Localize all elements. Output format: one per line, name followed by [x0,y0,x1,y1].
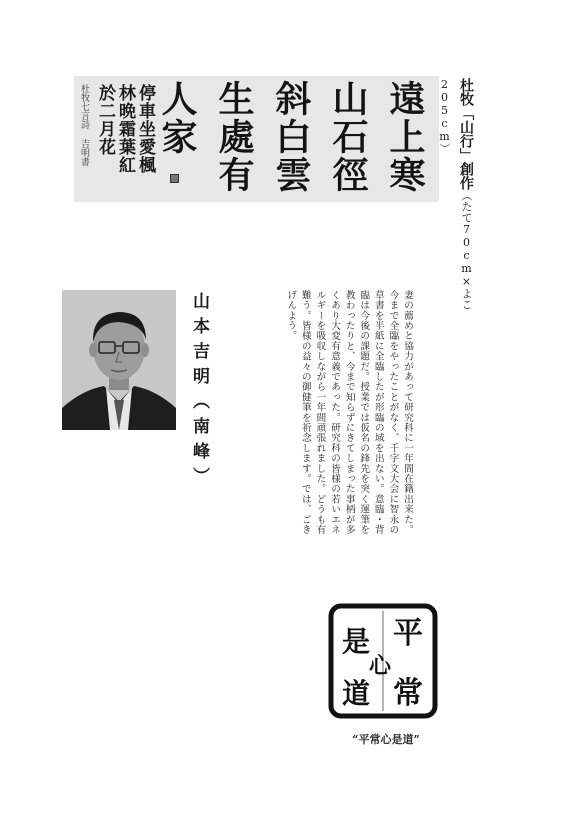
seal-impression [328,603,438,719]
calligraphy-column-5: 人家 [156,80,198,156]
artwork-title: 杜牧「山行」創作 [458,78,474,190]
calligraphy-small-column-2: 林晩霜葉紅 [115,84,135,174]
seal-char-4: 是 [341,625,371,658]
seal-char-3: 心 [368,653,392,679]
calligraphy-small-column-1: 停車坐愛楓 [135,84,155,174]
seal-char-2: 常 [393,676,423,711]
calligraphy-column-2: 山石徑 [327,80,369,194]
essay-text [252,290,414,540]
artwork-caption [438,78,477,318]
seal-caption: “平常心是道” [352,733,420,746]
calligraphy-column-1: 遠上寒 [384,80,426,194]
seal-char-1: 平 [393,616,423,651]
artwork-size: （たて70cm×よこ205cm） [438,78,473,310]
calligraphy-column-3: 斜白雲 [270,80,312,194]
author-name: 山本吉明（南峰） [189,292,209,492]
calligraphy-signature: 杜牧七言詩 吉明書 [79,84,89,166]
calligraphy-column-4: 生處有 [213,80,255,194]
calligraphy-small-column-3: 於二月花 [95,84,115,156]
author-photo [62,290,176,430]
seal-char-5: 道 [341,677,371,710]
signature-seal [170,174,179,183]
calligraphy-artwork [74,76,439,202]
seal-graphic [328,603,438,719]
portrait-illustration [62,290,176,430]
essay-paragraph: 妻の薦めと協力があって研究科に一年間在籍出来た。今まで全臨をやったことがなく、千字文大会に智永の草書を半紙に全臨したが形臨の域を出ない。意臨・背臨は今後の課題だ。授業では仮名の鋒先を突く運筆を教わったりと、今まで知らずにきてしまった事柄が多くあり大変有意義であった。研究科の皆様の若いエネルギーを吸収しながら一年間頑張れました。どうも有難う。皆様の益々の御健筆を祈念します。では、ごきげんよう。 [285,290,413,535]
